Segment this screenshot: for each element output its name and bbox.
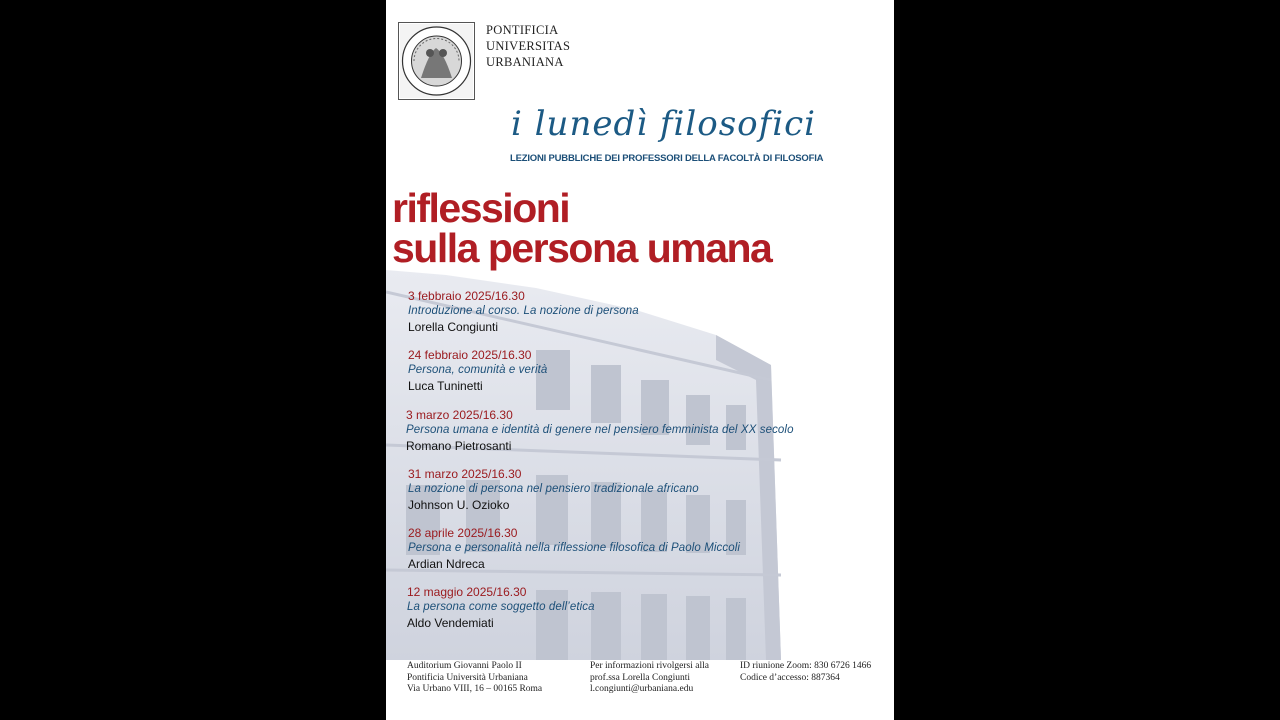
event-poster [386,0,894,720]
venue-info [407,661,542,696]
venue-line: Pontificia Università Urbaniana [407,672,528,683]
lecture-topic: La nozione di persona nel pensiero tradizionale africano [408,483,699,495]
main-title-line2: sulla persona umana [392,225,772,271]
main-title-line1: riflessioni [392,185,570,231]
contact-line: Per informazioni rivolgersi alla [590,661,709,671]
lecture-date: 3 marzo 2025/16.30 [406,408,513,422]
lecture-item [408,348,878,394]
lecture-date: 24 febbraio 2025/16.30 [408,348,532,362]
lecture-speaker: Lorella Congiunti [408,320,499,334]
contact-line: prof.ssa Lorella Congiunti [590,672,690,683]
venue-line: Via Urbano VIII, 16 – 00165 Roma [407,684,543,694]
lecture-topic: Persona umana e identità di genere nel pensiero femminista del XX secolo [406,424,794,436]
lecture-item [406,408,876,454]
zoom-meeting-id: ID riunione Zoom: 830 6726 1466 [740,661,872,671]
lecture-date: 31 marzo 2025/16.30 [408,467,522,481]
lecture-topic: Persona, comunità e verità [408,364,548,376]
university-name [486,22,570,70]
lecture-date: 28 aprile 2025/16.30 [408,526,518,540]
university-seal-icon [398,22,475,100]
lecture-speaker: Luca Tuninetti [408,379,483,393]
lecture-item [408,526,878,572]
university-name-line3: URBANIANA [486,55,564,69]
lecture-speaker: Ardian Ndreca [408,557,485,571]
series-title: i lunedì filosofici [511,104,817,144]
university-name-line1: PONTIFICIA [486,23,559,37]
lecture-item [407,585,877,631]
lecture-topic: Introduzione al corso. La nozione di persona [408,305,639,317]
contact-info [590,661,709,696]
lecture-speaker: Aldo Vendemiati [407,616,494,630]
lecture-item [408,467,878,513]
series-subtitle: LEZIONI PUBBLICHE DEI PROFESSORI DELLA FACOLTÀ DI FILOSOFIA [510,153,824,164]
lecture-speaker: Romano Pietrosanti [406,439,512,453]
lecture-date: 12 maggio 2025/16.30 [407,585,527,599]
zoom-info [740,661,871,684]
university-name-line2: UNIVERSITAS [486,39,571,53]
venue-line: Auditorium Giovanni Paolo II [407,661,522,671]
main-title [392,185,772,271]
zoom-passcode: Codice d’accesso: 887364 [740,672,840,683]
lecture-topic: Persona e personalità nella riflessione filosofica di Paolo Miccoli [408,542,741,554]
lecture-item [408,289,878,335]
lecture-topic: La persona come soggetto dell’etica [407,601,595,613]
contact-email[interactable]: l.congiunti@urbaniana.edu [590,684,694,694]
lecture-date: 3 febbraio 2025/16.30 [408,289,525,303]
lecture-speaker: Johnson U. Ozioko [408,498,510,512]
